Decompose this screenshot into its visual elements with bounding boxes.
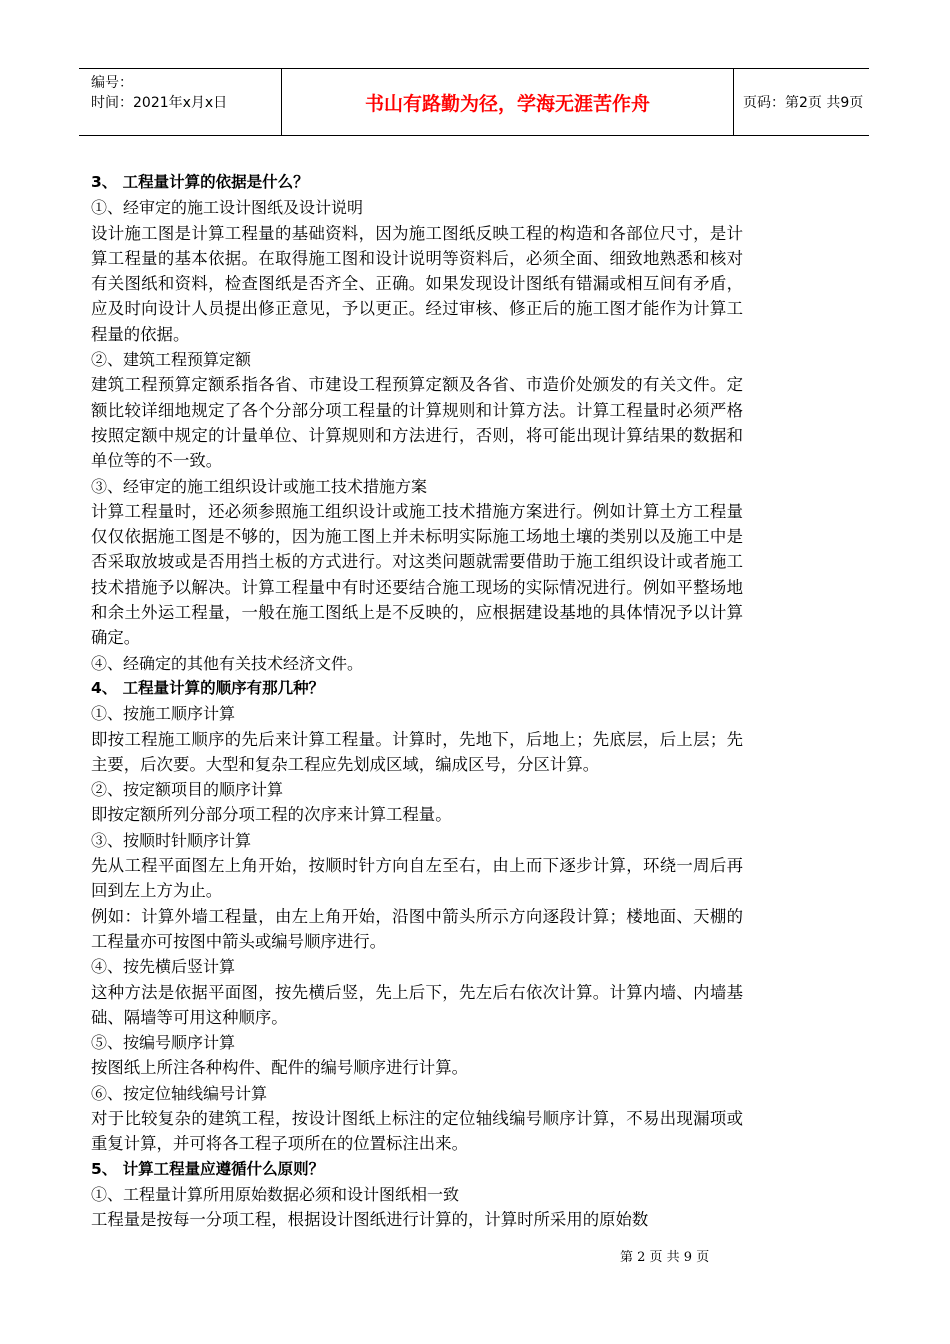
document-number-label: 编号： <box>91 75 133 91</box>
page-header <box>79 68 869 136</box>
question-3-heading: 3、 工程量计算的依据是什么？ <box>91 173 309 191</box>
paragraph: 例如：计算外墙工程量，由左上角开始，沿图中箭头所示方向逐段计算；楼地面、天棚的工程量亦可按图中箭头或编号顺序进行。 <box>91 906 743 951</box>
section-heading: ③、经审定的施工组织设计或施工技术措施方案 <box>91 476 428 496</box>
document-time-label: 时间：2021年x月x日 <box>91 95 228 111</box>
document-body <box>91 170 743 1232</box>
section-heading: ①、经审定的施工设计图纸及设计说明 <box>91 198 364 218</box>
section-heading: ①、工程量计算所用原始数据必须和设计图纸相一致 <box>91 1184 460 1204</box>
section-heading: ②、建筑工程预算定额 <box>91 350 252 370</box>
paragraph: 这种方法是依据平面图，按先横后竖，先上后下，先左后右依次计算。计算内墙、内墙基础、隔墙等可用这种顺序。 <box>91 982 743 1027</box>
header-meta <box>79 69 282 135</box>
page-footer: 第 2 页 共 9 页 <box>620 1250 710 1265</box>
paragraph: 先从工程平面图左上角开始，按顺时针方向自左至右，由上而下逐步计算，环绕一周后再回到左上方为止。 <box>91 856 743 901</box>
question-5-heading: 5、 计算工程量应遵循什么原则？ <box>91 1159 325 1178</box>
section-heading: ⑥、按定位轴线编号计算 <box>91 1083 268 1103</box>
header-page-number: 页码：第2页 共9页 <box>743 95 864 111</box>
paragraph: 即按定额所列分部分项工程的次序来计算工程量。 <box>91 805 452 825</box>
section-heading: ①、按施工顺序计算 <box>91 704 236 724</box>
section-heading: ⑤、按编号顺序计算 <box>91 1033 236 1053</box>
paragraph: 按图纸上所注各种构件、配件的编号顺序进行计算。 <box>91 1058 468 1078</box>
question-4-heading: 4、 工程量计算的顺序有那几种？ <box>91 678 325 697</box>
section-heading: ②、按定额项目的顺序计算 <box>91 780 284 800</box>
paragraph: 即按工程施工顺序的先后来计算工程量。计算时，先地下，后地上；先底层，后上层；先主要，后次要。大型和复杂工程应先划成区域，编成区号，分区计算。 <box>91 729 743 774</box>
section-heading: ③、按顺时针顺序计算 <box>91 830 252 850</box>
paragraph: 建筑工程预算定额系指各省、市建设工程预算定额及各省、市造价处颁发的有关文件。定额比较详细地规定了各个分部分项工程量的计算规则和计算方法。计算工程量时必须严格按照定额中规定的计量单位、计算规则和方法进行，否则，将可能出现计算结果的数据和单位等的不一致。 <box>91 375 743 471</box>
paragraph: 设计施工图是计算工程量的基础资料，因为施工图纸反映工程的构造和各部位尺寸，是计算工程量的基本依据。在取得施工图和设计说明等资料后，必须全面、细致地熟悉和核对有关图纸和资料，检查图纸是否齐全、正确。如果发现设计图纸有错漏或相互间有矛盾，应及时向设计人员提出修正意见，予以更正。经过审核、修正后的施工图才能作为计算工程量的依据。 <box>91 223 743 344</box>
header-motto: 书山有路勤为径，学海无涯苦作舟 <box>282 69 734 135</box>
section-heading: ④、按先横后竖计算 <box>91 957 236 977</box>
paragraph: 工程量是按每一分项工程，根据设计图纸进行计算的，计算时所采用的原始数 <box>91 1210 649 1230</box>
paragraph: 计算工程量时，还必须参照施工组织设计或施工技术措施方案进行。例如计算土方工程量仅仅依据施工图是不够的，因为施工图上并未标明实际施工场地土壤的类别以及施工中是否采取放坡或是否用挡土板的方式进行。对这类问题就需要借助于施工组织设计或者施工技术措施予以解决。计算工程量中有时还要结合施工现场的实际情况进行。例如平整场地和余土外运工程量，一般在施工图纸上是不反映的，应根据建设基地的具体情况予以计算确定。 <box>91 501 743 648</box>
section-heading: ④、经确定的其他有关技术经济文件。 <box>91 653 364 673</box>
paragraph: 对于比较复杂的建筑工程，按设计图纸上标注的定位轴线编号顺序计算，不易出现漏项或重复计算，并可将各工程子项所在的位置标注出来。 <box>91 1108 743 1154</box>
